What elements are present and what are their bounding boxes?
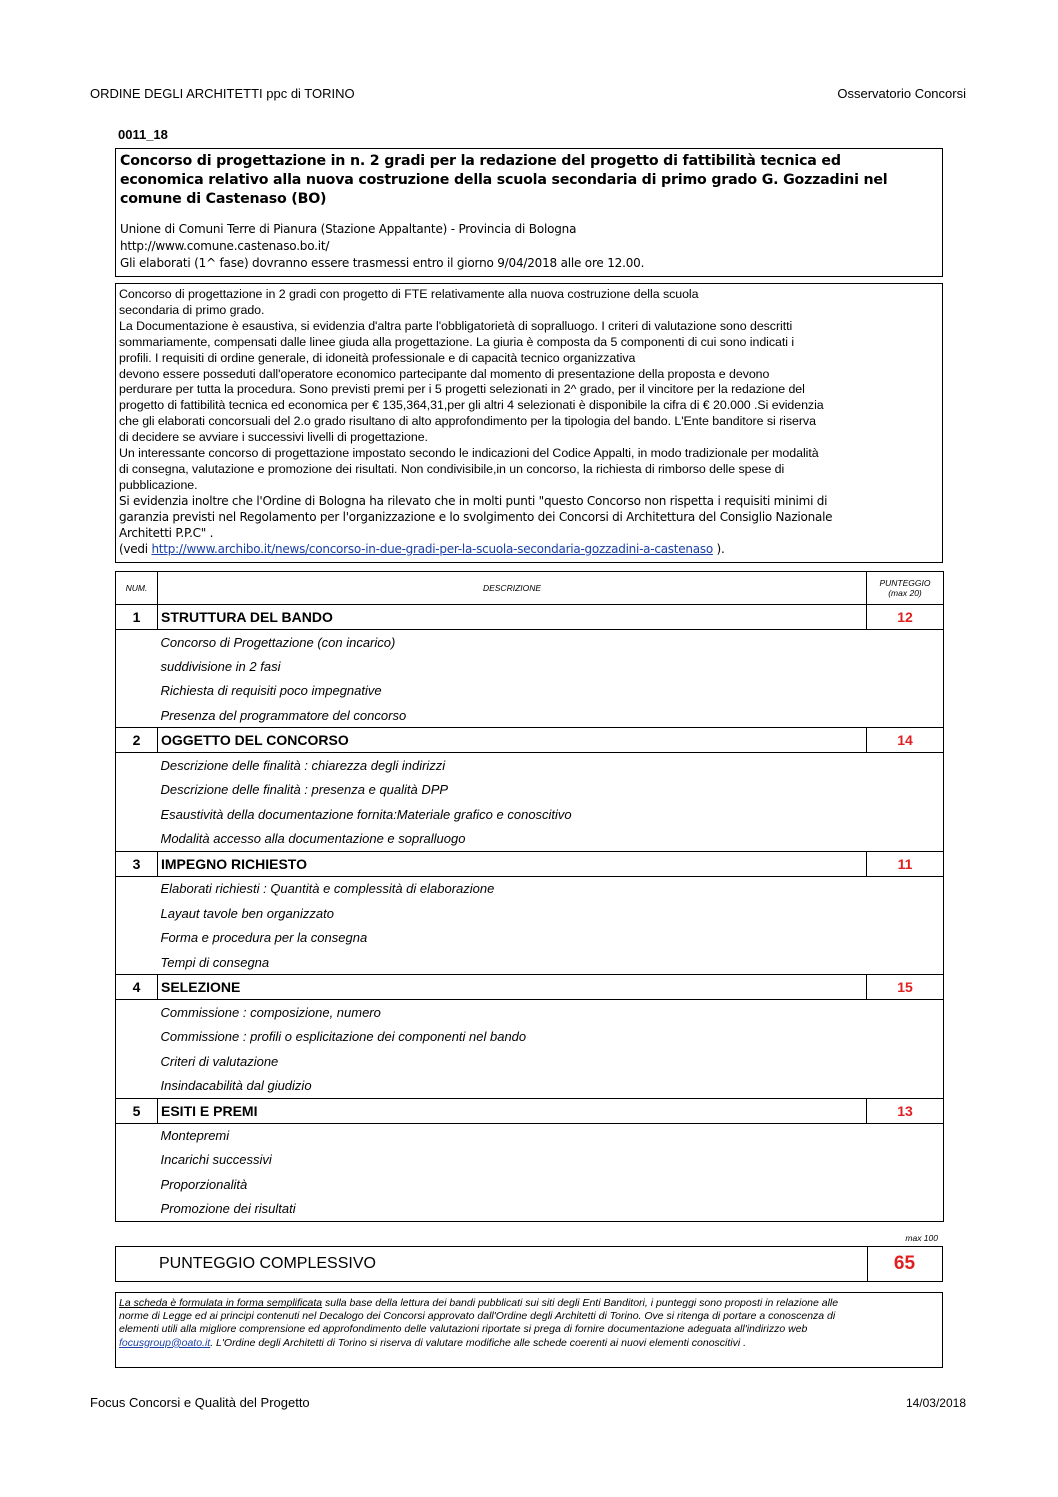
criterion-score-cell xyxy=(867,827,944,852)
description-box xyxy=(115,283,943,563)
description-line: Un interessante concorso di progettazione impostato secondo le indicazioni del Codice Appalti, in modo tradizionale per modalità xyxy=(119,446,819,461)
criterion-spacer xyxy=(116,654,158,679)
criterion-label: Promozione dei risultati xyxy=(158,1197,867,1222)
category-name: SELEZIONE xyxy=(158,975,867,1000)
criterion-spacer xyxy=(116,1148,158,1173)
criterion-row xyxy=(116,1123,944,1148)
criterion-spacer xyxy=(116,753,158,778)
quote-line: Si evidenzia inoltre che l'Ordine di Bologna ha rilevato che in molti punti "questo Concorso non rispetta i requisiti minimi di xyxy=(119,493,828,508)
category-number: 5 xyxy=(116,1098,158,1123)
criterion-score-cell xyxy=(867,1197,944,1222)
description-line: perdurare per tutta la procedura. Sono previsti premi per i 5 progetti selezionati in 2^ grado, per il vincitore per la redazione del xyxy=(119,382,805,397)
description-line: di decidere se avviare i successivi livelli di progettazione. xyxy=(119,430,428,445)
description-line: che gli elaborati concorsuali del 2.o grado risultano di alto approfondimento per la tipologia del bando. L'Ente banditore si riserva xyxy=(119,414,816,429)
criterion-score-cell xyxy=(867,753,944,778)
category-name: IMPEGNO RICHIESTO xyxy=(158,851,867,876)
criterion-score-cell xyxy=(867,654,944,679)
category-number: 3 xyxy=(116,851,158,876)
criterion-label: Montepremi xyxy=(158,1123,867,1148)
criterion-score-cell xyxy=(867,925,944,950)
total-score: 65 xyxy=(893,1253,916,1274)
category-row xyxy=(116,728,944,753)
category-row xyxy=(116,1098,944,1123)
document-code: 0011_18 xyxy=(118,127,168,142)
criterion-row xyxy=(116,679,944,704)
criterion-row xyxy=(116,777,944,802)
disclaimer-box xyxy=(115,1292,943,1368)
table-header xyxy=(116,572,944,605)
column-score-label: PUNTEGGIO xyxy=(879,578,931,588)
criterion-row xyxy=(116,827,944,852)
category-score: 12 xyxy=(867,605,944,630)
criterion-label: Modalità accesso alla documentazione e sopralluogo xyxy=(158,827,867,852)
criterion-spacer xyxy=(116,1000,158,1025)
quote-line: garanzia previsti nel Regolamento per l'organizzazione e lo svolgimento dei Concorsi di Architettura del Consiglio Nazionale xyxy=(119,509,833,524)
criterion-spacer xyxy=(116,876,158,901)
criterion-row xyxy=(116,1197,944,1222)
competition-info xyxy=(120,221,938,272)
category-name: OGGETTO DEL CONCORSO xyxy=(158,728,867,753)
criterion-score-cell xyxy=(867,1148,944,1173)
total-box xyxy=(115,1246,943,1282)
criterion-score-cell xyxy=(867,679,944,704)
criterion-spacer xyxy=(116,1024,158,1049)
criterion-spacer xyxy=(116,950,158,975)
criterion-label: Descrizione delle finalità : chiarezza degli indirizzi xyxy=(158,753,867,778)
title-line: comune di Castenaso (BO) xyxy=(120,191,327,207)
criterion-score-cell xyxy=(867,950,944,975)
column-num: NUM. xyxy=(116,572,158,605)
criterion-row xyxy=(116,630,944,655)
criterion-row xyxy=(116,950,944,975)
reference-line xyxy=(119,542,939,558)
category-score: 14 xyxy=(867,728,944,753)
contracting-authority: Unione di Comuni Terre di Pianura (Stazione Appaltante) - Provincia di Bologna xyxy=(120,222,577,236)
criterion-score-cell xyxy=(867,802,944,827)
criterion-score-cell xyxy=(867,1049,944,1074)
criterion-label: Layaut tavole ben organizzato xyxy=(160,905,334,921)
category-name: STRUTTURA DEL BANDO xyxy=(158,605,867,630)
disclaimer-line: norme di Legge ed ai principi contenuti nel Decalogo dei Concorsi approvato dall'Ordine degli Architetti di Torino. Ove si ritenga di portare a conoscenza di xyxy=(119,1310,836,1323)
criterion-row xyxy=(116,925,944,950)
criterion-row xyxy=(116,1073,944,1098)
disclaimer-line: elementi utili alla migliore comprensione ed approfondimento delle valutazioni riportate si prega di fornire documentazione adeguata all'indirizzo web xyxy=(119,1323,808,1336)
email-link[interactable]: focusgroup@oato.it xyxy=(119,1336,211,1349)
criterion-score-cell xyxy=(867,876,944,901)
criterion-label: Concorso di Progettazione (con incarico) xyxy=(158,630,867,655)
category-row xyxy=(116,605,944,630)
link-prefix: (vedi xyxy=(119,541,152,556)
criterion-spacer xyxy=(116,901,158,926)
category-name: ESITI E PREMI xyxy=(158,1098,867,1123)
criterion-label: Esaustività della documentazione fornita:Materiale grafico e conoscitivo xyxy=(160,806,572,822)
total-label: PUNTEGGIO COMPLESSIVO xyxy=(159,1255,376,1272)
criterion-row xyxy=(116,1148,944,1173)
category-row xyxy=(116,851,944,876)
category-score: 11 xyxy=(867,851,944,876)
criterion-spacer xyxy=(116,1123,158,1148)
column-score-note: (max 20) xyxy=(888,588,922,598)
disclaimer-text: . L'Ordine degli Architetti di Torino si riserva di valutare modifiche alle schede coerenti ai nuovi elementi conoscitivi . xyxy=(210,1336,747,1349)
criterion-label: Forma e procedura per la consegna xyxy=(160,930,368,946)
criterion-score-cell xyxy=(867,777,944,802)
criterion-score-cell xyxy=(867,1073,944,1098)
criterion-row xyxy=(116,1024,944,1049)
criterion-row xyxy=(116,654,944,679)
criterion-score-cell xyxy=(867,1000,944,1025)
category-number: 2 xyxy=(116,728,158,753)
link-suffix: ). xyxy=(712,541,725,556)
criterion-row xyxy=(116,876,944,901)
criterion-spacer xyxy=(116,1197,158,1222)
score-table xyxy=(115,571,944,1222)
category-score: 15 xyxy=(867,975,944,1000)
category-row xyxy=(116,975,944,1000)
criterion-label: suddivisione in 2 fasi xyxy=(160,658,281,674)
quote-line: Architetti P.P.C" . xyxy=(119,525,214,540)
disclaimer-text: sulla base della lettura dei bandi pubblicati sui siti degli Enti Banditori, i punteggi sono proposti in relazione alle xyxy=(322,1297,839,1309)
category-number: 1 xyxy=(116,605,158,630)
criterion-score-cell xyxy=(867,630,944,655)
description-line: sommariamente, compensati dalle linee giuda alla progettazione. La giuria è composta da 5 componenti di cui sono indicati i xyxy=(119,334,795,349)
criterion-label: Elaborati richiesti : Quantità e complessità di elaborazione xyxy=(158,876,867,901)
authority-website: http://www.comune.castenaso.bo.it/ xyxy=(120,239,330,253)
criterion-score-cell xyxy=(867,1123,944,1148)
header-organization: ORDINE DEGLI ARCHITETTI ppc di TORINO xyxy=(90,86,355,101)
column-description: DESCRIZIONE xyxy=(158,572,867,605)
footer-title: Focus Concorsi e Qualità del Progetto xyxy=(90,1395,310,1410)
max-score-note: max 100 xyxy=(905,1233,938,1243)
criterion-spacer xyxy=(116,1049,158,1074)
title-line: economica relativo alla nuova costruzione della scuola secondaria di primo grado G. Gozzadini nel xyxy=(120,172,888,188)
criterion-label: Commissione : profili o esplicitazione dei componenti nel bando xyxy=(160,1029,527,1045)
criterion-score-cell xyxy=(867,703,944,728)
description-line: devono essere posseduti dall'operatore economico partecipante dal momento di presentazione della proposta e devono xyxy=(119,366,770,381)
criterion-spacer xyxy=(116,679,158,704)
criterion-spacer xyxy=(116,925,158,950)
column-score xyxy=(867,572,944,605)
disclaimer-line xyxy=(119,1297,939,1310)
title-line: Concorso di progettazione in n. 2 gradi per la redazione del progetto di fattibilità tecnica ed xyxy=(120,153,841,169)
criterion-spacer xyxy=(116,703,158,728)
criterion-spacer xyxy=(116,827,158,852)
criterion-label: Richiesta di requisiti poco impegnative xyxy=(160,683,382,699)
criterion-row xyxy=(116,703,944,728)
criterion-spacer xyxy=(116,802,158,827)
description-line: Concorso di progettazione in 2 gradi con progetto di FTE relativamente alla nuova costruzione della scuola xyxy=(119,287,699,301)
criterion-label: Proporzionalità xyxy=(160,1176,248,1192)
criterion-row xyxy=(116,901,944,926)
criterion-label: Tempi di consegna xyxy=(158,950,867,975)
criterion-spacer xyxy=(116,630,158,655)
criterion-score-cell xyxy=(867,1172,944,1197)
description-line: di consegna, valutazione e promozione dei risultati. Non condivisibile,in un concorso, la richiesta di rimborso delle spese di xyxy=(119,461,785,476)
criterion-row xyxy=(116,1049,944,1074)
criterion-score-cell xyxy=(867,901,944,926)
criterion-score-cell xyxy=(867,1024,944,1049)
criterion-spacer xyxy=(116,777,158,802)
description-line: La Documentazione è esaustiva, si evidenzia d'altra parte l'obbligatorietà di sopralluogo. I criteri di valutazione sono descritti xyxy=(119,318,793,333)
criterion-label: Commissione : composizione, numero xyxy=(158,1000,867,1025)
criterion-spacer xyxy=(116,1172,158,1197)
criterion-label: Incarichi successivi xyxy=(160,1152,272,1168)
description-line: secondaria di primo grado. xyxy=(119,302,265,317)
criterion-label: Insindacabilità dal giudizio xyxy=(158,1073,867,1098)
archibo-link[interactable]: http://www.archibo.it/news/concorso-in-due-gradi-per-la-scuola-secondaria-gozzadini-a-castenaso xyxy=(151,541,713,556)
title-box xyxy=(115,148,943,277)
criterion-row xyxy=(116,1172,944,1197)
description-line: pubblicazione. xyxy=(119,477,198,492)
criterion-row xyxy=(116,1000,944,1025)
criterion-spacer xyxy=(116,1073,158,1098)
criterion-label: Criteri di valutazione xyxy=(160,1053,279,1069)
footer-date: 14/03/2018 xyxy=(905,1396,966,1410)
header-section: Osservatorio Concorsi xyxy=(837,86,966,101)
criterion-row xyxy=(116,802,944,827)
disclaimer-line xyxy=(119,1337,939,1350)
criterion-row xyxy=(116,753,944,778)
disclaimer-underlined: La scheda è formulata in forma semplificata xyxy=(119,1297,323,1309)
criterion-label: Descrizione delle finalità : presenza e qualità DPP xyxy=(160,782,449,798)
category-score: 13 xyxy=(867,1098,944,1123)
criterion-label: Presenza del programmatore del concorso xyxy=(158,703,867,728)
description-line: profili. I requisiti di ordine generale, di idoneità professionale e di capacità tecnico organizzativa xyxy=(119,350,636,365)
competition-title xyxy=(120,152,938,209)
category-number: 4 xyxy=(116,975,158,1000)
deadline: Gli elaborati (1^ fase) dovranno essere trasmessi entro il giorno 9/04/2018 alle ore 12.00. xyxy=(120,256,645,270)
description-line: progetto di fattibilità tecnica ed economica per € 135,364,31,per gli altri 4 selezionati è disponibile la cifra di € 20.000 .Si evidenzia xyxy=(119,398,824,413)
